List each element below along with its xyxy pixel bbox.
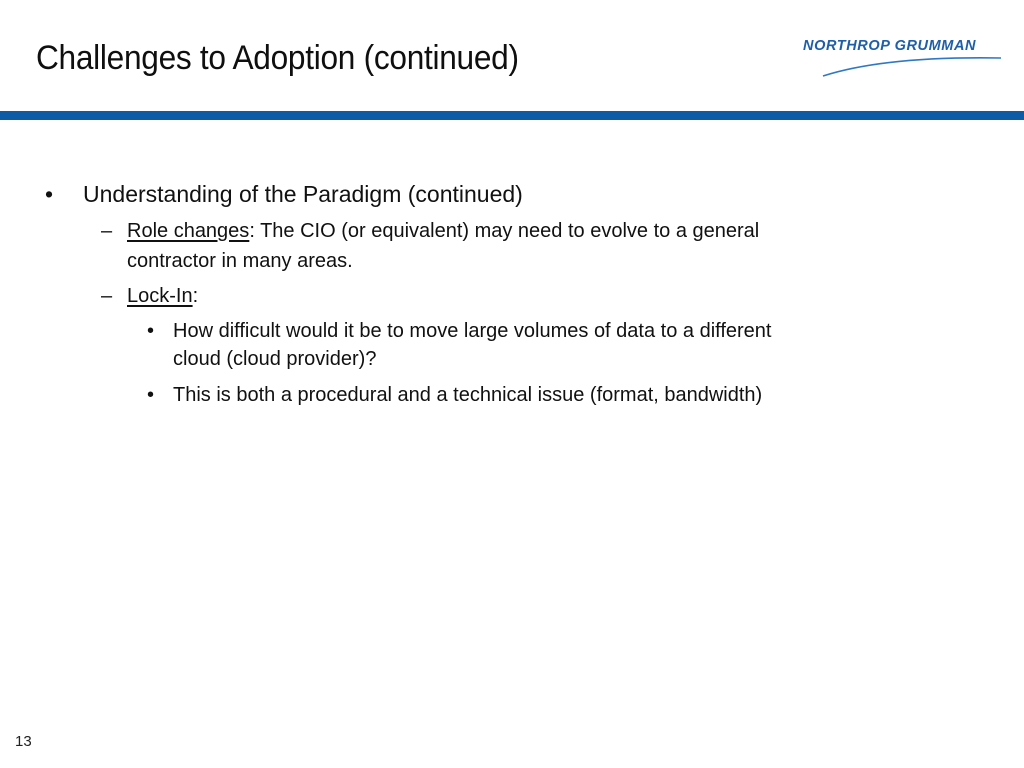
lock-in-colon: : [192, 285, 199, 307]
bullet-marker: • [45, 181, 54, 207]
role-changes-term: Role changes [127, 220, 250, 242]
sub-bullet-lock-in [127, 281, 198, 311]
svg-text:NORTHROP GRUMMAN: NORTHROP GRUMMAN [803, 38, 977, 54]
sub-sub-bullet-data-move: How difficult would it be to move large volumes of data to a different [173, 320, 772, 342]
slide-title: Challenges to Adoption (continued) [36, 39, 519, 77]
bullet-understanding-paradigm: Understanding of the Paradigm (continued) [83, 181, 523, 207]
sub-bullet-role-changes [127, 216, 759, 246]
bullet-marker: • [147, 384, 155, 406]
page-number: 13 [15, 733, 32, 750]
sub-sub-bullet-procedural-issue: This is both a procedural and a technical issue (format, bandwidth) [173, 384, 763, 406]
data-move-continuation: cloud (cloud provider)? [173, 348, 377, 370]
dash-marker: – [101, 285, 113, 307]
role-changes-text: : The CIO (or equivalent) may need to evolve to a general [249, 220, 760, 242]
lock-in-term: Lock-In [127, 285, 193, 307]
bullet-marker: • [147, 320, 155, 342]
dash-marker: – [101, 220, 113, 242]
role-changes-continuation: contractor in many areas. [127, 250, 353, 272]
